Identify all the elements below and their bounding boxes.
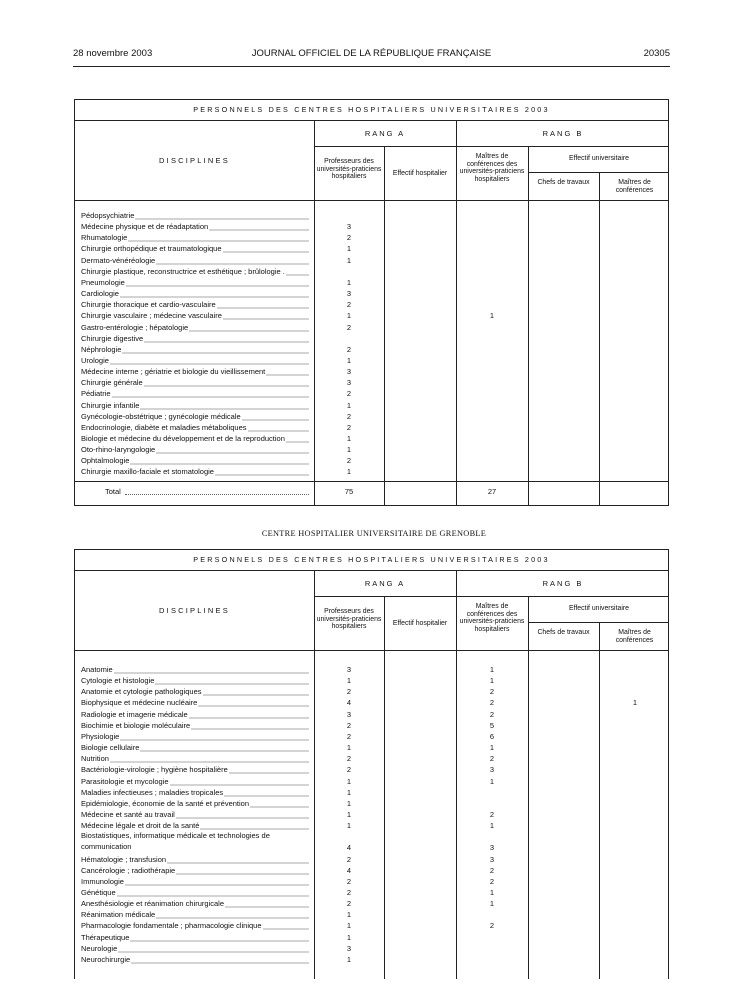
discipline-label: Biochimie et biologie moléculaire [81,720,309,731]
table-row [75,887,668,898]
value-professeurs: 4 [346,865,352,875]
total-rule [75,481,668,482]
table-row [75,898,668,909]
discipline-label: Médecine interne ; gériatrie et biologie du vieillissement [81,366,309,377]
value-maitres: 2 [489,687,495,697]
table-row [75,932,668,943]
value-professeurs: 1 [346,954,352,964]
header-date: 28 novembre 2003 [73,48,153,59]
page-number: 20305 [643,48,670,59]
value-professeurs: 2 [346,731,352,741]
effectif-rule [528,172,668,173]
value-maitres: 2 [489,809,495,819]
chefs-de-travaux-header: Chefs de travaux [537,179,590,186]
total-professeurs: 75 [344,487,354,496]
maitres-header: Maîtres de conférences des universités-praticiens hospitaliers [459,153,525,183]
discipline-label: Urologie [81,355,309,366]
value-maitres: 6 [489,731,495,741]
value-professeurs: 3 [346,222,352,232]
discipline-label: Pharmacologie fondamentale ; pharmacologie clinique [81,920,309,931]
value-professeurs: 2 [346,344,352,354]
discipline-label: Gynécologie-obstétrique ; gynécologie médicale [81,411,309,422]
value-professeurs: 1 [346,932,352,942]
value-professeurs: 1 [346,467,352,477]
table-chu-1 [74,99,669,506]
table-row [75,809,668,820]
discipline-label: Parasitologie et mycologie [81,776,309,787]
discipline-label: Néphrologie [81,344,309,355]
value-professeurs: 1 [346,787,352,797]
value-professeurs: 1 [346,821,352,831]
header-bottom-rule [75,200,668,201]
chefs-header: Chefs de travaux [537,629,590,636]
header-bottom-rule [75,650,668,651]
leader-dots [125,494,309,495]
table-row [75,243,668,254]
value-professeurs: 1 [346,798,352,808]
discipline-label: Ophtalmologie [81,455,309,466]
journal-title: JOURNAL OFFICIEL DE LA RÉPUBLIQUE FRANÇAISE [251,48,492,59]
table-row [75,422,668,433]
table-row [75,266,668,277]
value-professeurs: 3 [346,665,352,674]
value-professeurs: 2 [346,389,352,399]
value-professeurs: 1 [346,676,352,686]
header-rule [73,66,670,67]
value-professeurs: 2 [346,422,352,432]
value-professeurs: 2 [346,854,352,864]
discipline-label: Chirurgie vasculaire ; médecine vasculaire [81,310,309,321]
discipline-label: Anatomie et cytologie pathologiques [81,686,309,697]
value-professeurs: 2 [346,888,352,897]
discipline-label: Pédopsychiatrie [81,210,309,221]
value-professeurs: 1 [346,776,352,786]
total-row [75,486,668,497]
value-professeurs: 2 [346,876,352,886]
table-row [75,865,668,876]
discipline-label: Nutrition [81,753,309,764]
table-row [75,954,668,965]
value-professeurs: 2 [346,899,352,909]
effectif-universitaire-header: Effectif universitaire [568,605,629,612]
discipline-label: Médecine légale et droit de la santé [81,820,309,831]
table-row [75,433,668,444]
table-row [75,377,668,388]
discipline-label: Radiologie et imagerie médicale [81,709,309,720]
discipline-label: Neurochirurgie [81,954,309,965]
value-maitres: 5 [489,720,495,730]
discipline-label: Neurologie [81,943,309,954]
discipline-label: Maladies infectieuses ; maladies tropicales [81,787,309,798]
table-row [75,277,668,288]
value-maitres: 1 [489,821,495,831]
value-professeurs: 1 [346,311,352,321]
value-professeurs: 2 [346,765,352,775]
total-label: Total [105,487,121,496]
maitres-header: Maîtres de conférences des universités-praticiens hospitaliers [459,603,525,633]
table-row [75,310,668,321]
discipline-label: Chirurgie infantile [81,400,309,411]
discipline-label: Physiologie [81,731,309,742]
value-professeurs: 1 [346,910,352,920]
value-professeurs: 3 [346,378,352,388]
table-row [75,366,668,377]
value-professeurs: 1 [346,743,352,753]
effectif-hospitalier-header: Effectif hospitalier [392,170,448,177]
discipline-label: Chirurgie digestive [81,333,309,344]
table-row [75,787,668,798]
value-professeurs: 4 [346,843,352,853]
discipline-label: Anatomie [81,664,309,675]
discipline-label: Biophysique et médecine nucléaire [81,697,309,708]
value-professeurs: 1 [346,255,352,265]
table-row [75,299,668,310]
value-professeurs: 3 [346,289,352,299]
table-row [75,255,668,266]
value-professeurs: 2 [346,411,352,421]
value-maitres: 1 [489,676,495,686]
professeurs-header: Professeurs des universités-praticiens hospitaliers [316,158,382,181]
value-professeurs: 1 [346,445,352,455]
discipline-label: Hématologie ; transfusion [81,854,309,865]
value-professeurs: 1 [346,244,352,254]
table-row [75,909,668,920]
table-row [75,466,668,477]
table-row [75,344,668,355]
value-professeurs: 2 [346,300,352,310]
value-professeurs: 3 [346,943,352,953]
value-maitres: 2 [489,921,495,931]
rang-a-header: RANG A [364,579,406,588]
effectif-universitaire-header: Effectif universitaire [568,155,629,162]
table-row [75,400,668,411]
value-professeurs: 1 [346,921,352,931]
discipline-label: Oto-rhino-laryngologie [81,444,309,455]
table-row [75,876,668,887]
value-professeurs: 1 [346,434,352,443]
rang-b-header: RANG B [542,579,584,588]
page-header [73,48,670,62]
table-row [75,455,668,466]
value-maitres: 3 [489,854,495,864]
table-row [75,831,668,853]
discipline-label: Cancérologie ; radiothérapie [81,865,309,876]
discipline-label: Rhumatologie [81,232,309,243]
value-maitres: 1 [489,311,495,321]
table-title: PERSONNELS DES CENTRES HOSPITALIERS UNIVERSITAIRES 2003 [75,100,668,121]
value-maitres: 3 [489,843,495,853]
effectif-rule [528,622,668,623]
value-maitres-conferences: 1 [632,698,638,708]
table-row [75,664,668,675]
value-maitres: 2 [489,754,495,764]
rang-rule [314,596,668,597]
discipline-label: Pneumologie [81,277,309,288]
discipline-label: Chirurgie générale [81,377,309,388]
maitres-conferences-header: Maîtres de conférences [615,179,654,194]
table-row [75,232,668,243]
table-row [75,355,668,366]
table-row [75,411,668,422]
table-row [75,210,668,221]
disciplines-header: DISCIPLINES [159,156,230,165]
table-row [75,764,668,775]
discipline-label: Chirurgie orthopédique et traumatologique [81,243,309,254]
discipline-label: Médecine et santé au travail [81,809,309,820]
table-row [75,720,668,731]
discipline-label: Biostatistiques, informatique médicale et technologies de communication [81,831,270,851]
value-professeurs: 1 [346,400,352,410]
discipline-label: Biologie et médecine du développement et de la reproduction [81,433,309,444]
table-row [75,920,668,931]
table-title: PERSONNELS DES CENTRES HOSPITALIERS UNIVERSITAIRES 2003 [75,550,668,571]
disciplines-header: DISCIPLINES [159,606,230,615]
discipline-label: Chirurgie thoracique et cardio-vasculaire [81,299,309,310]
table-chu-grenoble [74,549,669,979]
discipline-label: Immunologie [81,876,309,887]
discipline-label: Médecine physique et de réadaptation [81,221,309,232]
value-professeurs: 3 [346,709,352,719]
discipline-label: Gastro-entérologie ; hépatologie [81,322,309,333]
table-row [75,854,668,865]
effectif-hospitalier-header: Effectif hospitalier [392,620,448,627]
discipline-label: Génétique [81,887,309,898]
table-row [75,731,668,742]
table-row [75,820,668,831]
table-row [75,333,668,344]
discipline-label: Cytologie et histologie [81,675,309,686]
value-maitres: 2 [489,876,495,886]
value-professeurs: 2 [346,233,352,243]
value-maitres: 1 [489,743,495,753]
table-row [75,221,668,232]
table-row [75,322,668,333]
value-professeurs: 1 [346,277,352,287]
discipline-label: Thérapeutique [81,932,309,943]
discipline-label: Chirurgie plastique, reconstructrice et esthétique ; brûlologie . [81,266,309,277]
table-row [75,697,668,708]
discipline-label: Cardiologie [81,288,309,299]
value-professeurs: 4 [346,698,352,708]
discipline-label: Anesthésiologie et réanimation chirurgicale [81,898,309,909]
discipline-label: Bactériologie-virologie ; hygiène hospitalière [81,764,309,775]
value-maitres: 3 [489,765,495,775]
table-row [75,288,668,299]
discipline-label: Chirurgie maxillo-faciale et stomatologie [81,466,309,477]
total-maitres: 27 [487,487,497,496]
table-row [75,675,668,686]
section-title: CENTRE HOSPITALIER UNIVERSITAIRE DE GRENOBLE [261,529,487,538]
rang-b-header: RANG B [542,129,584,138]
rang-a-header: RANG A [364,129,406,138]
discipline-label: Pédiatrie [81,388,309,399]
value-maitres: 1 [489,665,495,674]
table-row [75,776,668,787]
value-professeurs: 2 [346,687,352,697]
rang-rule [314,146,668,147]
discipline-label: Biologie cellulaire [81,742,309,753]
discipline-label: Endocrinologie, diabète et maladies métaboliques [81,422,309,433]
maitres-conferences-header: Maîtres de conférences [615,629,654,644]
discipline-label: Epidémiologie, économie de la santé et prévention [81,798,309,809]
table-row [75,686,668,697]
value-professeurs: 1 [346,809,352,819]
value-professeurs: 2 [346,754,352,764]
value-maitres: 1 [489,899,495,909]
table-row [75,444,668,455]
value-maitres: 1 [489,888,495,897]
value-professeurs: 2 [346,456,352,466]
table-row [75,753,668,764]
table-row [75,798,668,809]
discipline-label: Dermato-vénéréologie [81,255,309,266]
table-row [75,709,668,720]
value-professeurs: 3 [346,367,352,377]
value-maitres: 2 [489,698,495,708]
value-maitres: 1 [489,776,495,786]
value-maitres: 2 [489,865,495,875]
value-professeurs: 2 [346,720,352,730]
table-row [75,742,668,753]
value-maitres: 2 [489,709,495,719]
table-row [75,388,668,399]
value-professeurs: 2 [346,322,352,332]
table-row [75,943,668,954]
discipline-label: Réanimation médicale [81,909,309,920]
professeurs-header: Professeurs des universités-praticiens hospitaliers [316,608,382,631]
value-professeurs: 1 [346,355,352,365]
